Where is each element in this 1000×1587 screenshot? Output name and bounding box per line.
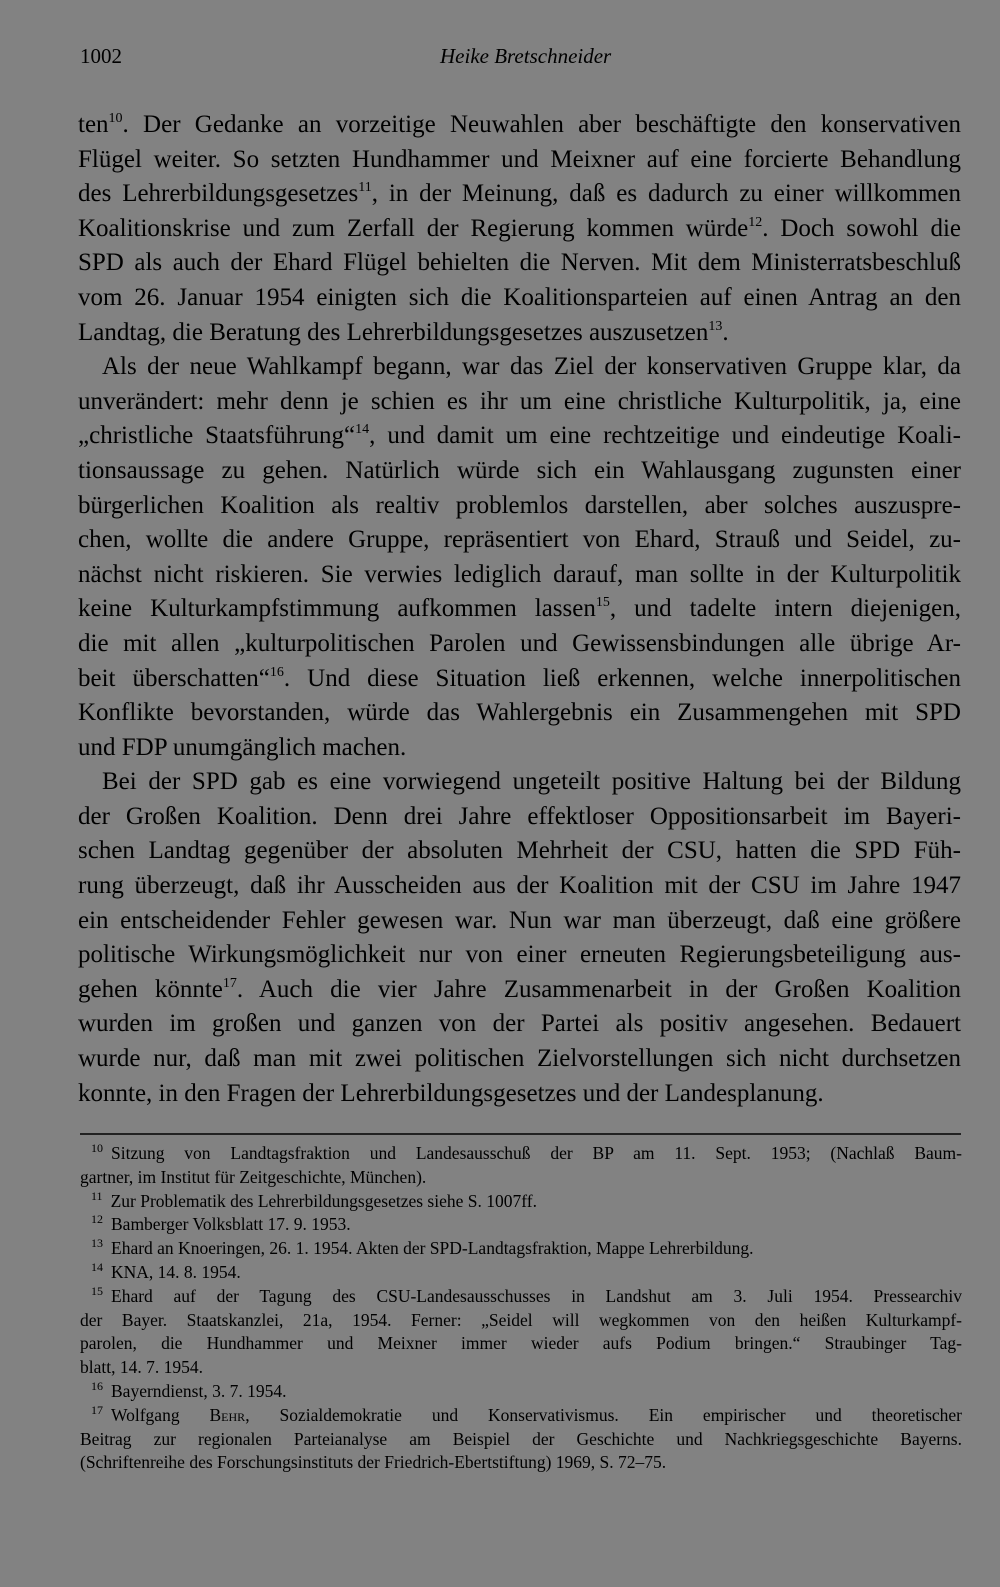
text-line: SPD als auch der Ehard Flügel behielten die Nerven. Mit dem Ministerratsbeschluß — [78, 249, 961, 277]
footnote-number: 15 — [91, 1283, 103, 1298]
text-line: gehen könnte$^{17}$. Auch die vier Jahre Zusammenarbeit in der Großen Koalition — [78, 975, 962, 1003]
text-line: und FDP unumgänglich machen. — [78, 733, 407, 761]
footnote — [80, 1190, 962, 1214]
text-line: rung überzeugt, daß ihr Ausscheiden aus der Koalition mit der CSU im Jahre 1947 — [78, 872, 961, 900]
text-line: keine Kulturkampfstimmung aufkommen lassen$^{15}$, und tadelte intern diejenigen, — [78, 595, 961, 623]
text-line: ten$^{10}$. Der Gedanke an vorzeitige Neuwahlen aber beschäftigte den konservativen — [78, 111, 961, 138]
text-line: vom 26. Januar 1954 einigten sich die Koalitionsparteien auf einen Antrag an den — [78, 283, 961, 311]
footnote-line: $^{10}$ Sitzung von Landtagsfraktion und Landesausschuß der BP am 11. Sept. 1953; (Nachlaß Baum- — [91, 1141, 962, 1163]
footnote-number: 17 — [91, 1402, 103, 1417]
footnote-line: $^{14}$ KNA, 14. 8. 1954. — [91, 1259, 241, 1282]
footnote-number: 11 — [91, 1188, 103, 1203]
footnote-reference: 16 — [269, 664, 284, 680]
text-line: tionsaussage zu gehen. Natürlich würde sich ein Wahlausgang zugunsten einer — [78, 456, 961, 484]
footnote-line: blatt, 14. 7. 1954. — [80, 1357, 203, 1378]
footnote-line: $^{15}$ Ehard auf der Tagung des CSU-Landesausschusses in Landshut am 3. Juli 1954. Pressearchiv — [91, 1283, 962, 1306]
footnote-number: 12 — [91, 1212, 103, 1227]
text-line: beit überschatten“$^{16}$. Und diese Situation ließ erkennen, welche innerpolitischen — [78, 664, 961, 692]
footnote-reference: 11 — [358, 180, 372, 196]
footnote-reference: 13 — [708, 318, 723, 334]
footnote-reference: 10 — [108, 111, 123, 126]
text-line: der Großen Koalition. Denn drei Jahre effektloser Oppositionsarbeit im Bayeri- — [78, 802, 961, 830]
footnote — [80, 1213, 962, 1237]
text-line: des Lehrerbildungsgesetzes$^{11}$, in der Meinung, daß es dadurch zu einer willkommen — [78, 180, 961, 208]
text-line: Landtag, die Beratung des Lehrerbildungsgesetzes auszusetzen$^{13}$. — [78, 318, 729, 346]
footnote — [80, 1285, 962, 1380]
footnote-line: Beitrag zur regionalen Parteianalyse am Beispiel der Geschichte und Nachkriegsgeschichte Bayerns. — [80, 1428, 962, 1449]
footnote-line: (Schriftenreihe des Forschungsinstituts der Friedrich-Ebertstiftung) 1969, S. 72–75. — [80, 1452, 667, 1473]
footnote-number: 13 — [91, 1236, 103, 1251]
text-line: unverändert: mehr denn je schien es ihr um eine christliche Kulturpolitik, ja, eine — [78, 387, 961, 415]
text-line: schen Landtag gegenüber der absoluten Mehrheit der CSU, hatten die SPD Füh- — [78, 837, 961, 865]
text-line: wurde nur, daß man mit zwei politischen Zielvorstellungen sich nicht durchsetzen — [78, 1045, 961, 1073]
text-line: bürgerlichen Koalition als realtiv problemlos darstellen, aber solches auszuspre- — [78, 491, 961, 519]
text-line: Konflikte bevorstanden, würde das Wahlergebnis ein Zusammengehen mit SPD — [78, 699, 961, 727]
footnote — [80, 1237, 962, 1261]
text-line: konnte, in den Fragen der Lehrerbildungsgesetzes und der Landesplanung. — [78, 1079, 824, 1107]
footnote-line: $^{16}$ Bayerndienst, 3. 7. 1954. — [91, 1378, 287, 1401]
text-line: die mit allen „kulturpolitischen Parolen und Gewissensbindungen alle übrige Ar- — [78, 629, 961, 657]
footnotes — [80, 1142, 962, 1475]
footnote — [80, 1142, 962, 1190]
footnote-reference: 17 — [222, 975, 237, 991]
footnote-number: 10 — [91, 1141, 103, 1155]
footnote-number: 14 — [91, 1259, 103, 1274]
footnote-rule — [80, 1133, 961, 1135]
footnote-number: 16 — [91, 1378, 103, 1393]
footnote — [80, 1261, 962, 1285]
text-line: wurden im großen und ganzen von der Partei als positiv angesehen. Bedauert — [78, 1010, 961, 1038]
footnote-line: $^{11}$ Zur Problematik des Lehrerbildungsgesetzes siehe S. 1007ff. — [91, 1188, 537, 1211]
text-line: Flügel weiter. So setzten Hundhammer und Meixner auf eine forcierte Behandlung — [78, 145, 961, 173]
footnote-line: $^{12}$ Bamberger Volksblatt 17. 9. 1953. — [91, 1212, 351, 1235]
text-line: chen, wollte die andere Gruppe, repräsentiert von Ehard, Strauß und Seidel, zu- — [78, 526, 961, 554]
text-line: politische Wirkungsmöglichkeit nur von einer erneuten Regierungsbeteiligung aus- — [78, 941, 961, 969]
text-line: ein entscheidender Fehler gewesen war. Nun war man überzeugt, daß eine größere — [78, 906, 961, 934]
footnote-line: der Bayer. Staatskanzlei, 21a, 1954. Ferner: „Seidel will wegkommen von den heißen Kulturkampf- — [80, 1309, 962, 1330]
author-name: Behr — [209, 1404, 246, 1425]
footnote-reference: 14 — [355, 422, 370, 438]
text-line: „christliche Staatsführung“$^{14}$, und damit um eine rechtzeitige und eindeutige Koali- — [78, 422, 961, 450]
footnote — [80, 1404, 962, 1475]
text-line: Als der neue Wahlkampf begann, war das Ziel der konservativen Gruppe klar, da — [102, 353, 961, 381]
page-number: 1002 — [80, 44, 122, 68]
page-header — [80, 44, 960, 78]
footnote-line: $^{13}$ Ehard an Knoeringen, 26. 1. 1954. Akten der SPD-Landtagsfraktion, Mappe Lehrerbildung. — [91, 1236, 754, 1259]
text-line: Bei der SPD gab es eine vorwiegend ungeteilt positive Haltung bei der Bildung — [102, 768, 961, 796]
footnote-reference: 12 — [748, 214, 763, 230]
footnote-reference: 15 — [595, 595, 610, 611]
footnote-line: gartner, im Institut für Zeitgeschichte, München). — [80, 1166, 427, 1187]
running-head: Heike Bretschneider — [440, 44, 612, 68]
body-text — [78, 108, 961, 1111]
footnote-line: $^{17}$ Wolfgang Behr, Sozialdemokratie und Konservativismus. Ein empirischer und theoretischer — [91, 1402, 962, 1425]
text-line: nächst nicht riskieren. Sie verwies lediglich darauf, man sollte in der Kulturpolitik — [78, 560, 961, 588]
footnote — [80, 1380, 962, 1404]
footnote-line: parolen, die Hundhammer und Meixner immer wieder aufs Podium bringen.“ Straubinger Tag- — [80, 1333, 962, 1354]
text-line: Koalitionskrise und zum Zerfall der Regierung kommen würde$^{12}$. Doch sowohl die — [78, 214, 961, 242]
